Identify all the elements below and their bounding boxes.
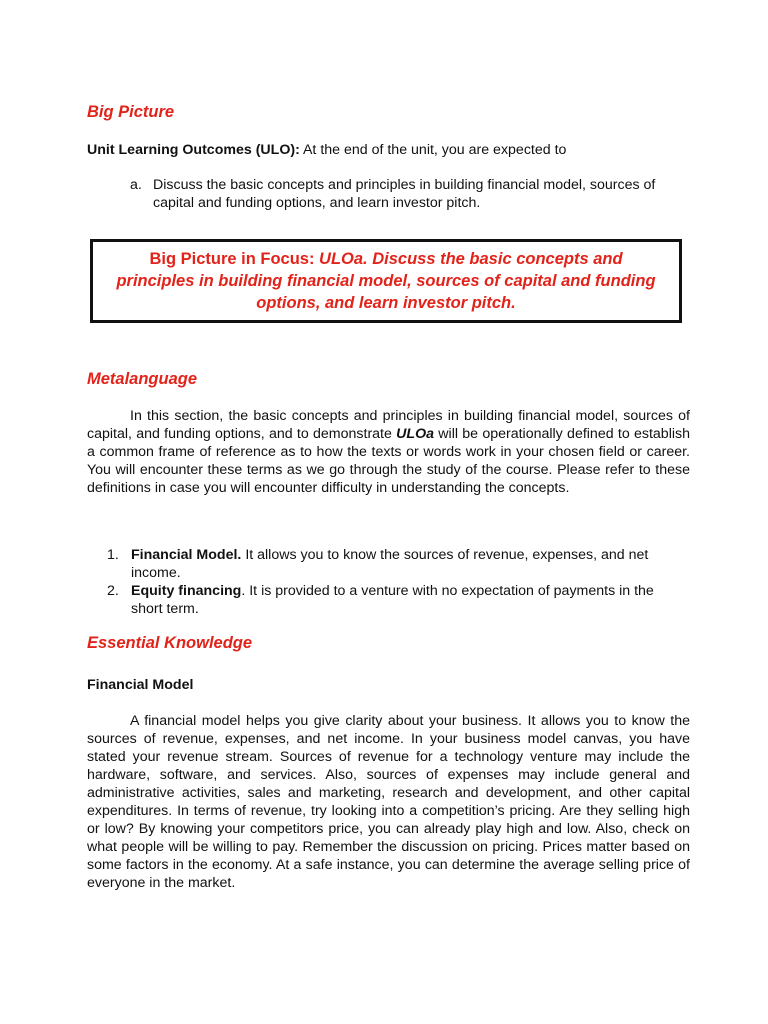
metalanguage-paragraph — [87, 407, 690, 497]
focus-ulo: ULOa. Discuss the basic concepts and principles in building financial model, sources of capital and funding options, and learn investor pitch. — [116, 250, 656, 312]
heading-big-picture: Big Picture — [87, 103, 175, 121]
big-picture-focus-box — [90, 239, 682, 323]
definition-item — [87, 582, 687, 618]
definition-number: 2. — [107, 583, 119, 599]
ulo-item-a — [130, 176, 690, 212]
ulo-item-marker: a. — [130, 177, 142, 193]
ulo-item-text: Discuss the basic concepts and principles in building financial model, sources of capital and funding options, and learn investor pitch. — [153, 177, 656, 211]
metalanguage-text-1: In this section, the basic concepts and principles in building financial model, sources of capital, and funding options, and to demonstrate — [87, 408, 690, 442]
heading-essential-knowledge: Essential Knowledge — [87, 634, 253, 652]
definition-item — [87, 546, 687, 582]
ulo-statement — [87, 141, 687, 159]
subheading-financial-model: Financial Model — [87, 677, 194, 693]
metalanguage-text-2: will be operationally defined to establish a common frame of reference as to how the texts or words work in your chosen field or career. You will encounter these terms as we go through the study of the course. Please refer to these definitions in case you will encounter difficulty in understanding the concepts. — [87, 426, 690, 496]
definitions-list — [87, 546, 687, 618]
definition-text: It allows you to know the sources of revenue, expenses, and net income. — [131, 547, 649, 581]
definition-text: . It is provided to a venture with no expectation of payments in the short term. — [131, 583, 654, 617]
focus-text — [116, 248, 656, 314]
heading-metalanguage: Metalanguage — [87, 370, 198, 388]
ulo-label: Unit Learning Outcomes (ULO): — [87, 142, 300, 158]
ulo-emphasis: ULOa — [396, 426, 435, 442]
ulo-intro: At the end of the unit, you are expected to — [299, 142, 567, 158]
definition-number: 1. — [107, 547, 119, 563]
focus-lead: Big Picture in Focus: — [149, 250, 320, 268]
definition-term: Financial Model. — [131, 547, 242, 563]
financial-model-paragraph: A financial model helps you give clarity about your business. It allows you to know the sources of revenue, expenses, and net income. In your business model canvas, you have stated your revenue stream. Sources of revenue for a technology venture may include the hardware, software, and services. Also, sources of expenses may include general and administrative activities, sales and marketing, research and development, and other capital expenditures. In terms of revenue, try looking into a competition’s pricing. Are they selling high or low? By knowing your competitors price, you can already play high and low. Also, check on what people will be willing to pay. Remember the discussion on pricing. Prices matter based on some factors in the economy. At a safe instance, you can determine the average selling price of everyone in the market. — [87, 713, 690, 891]
definition-term: Equity financing — [131, 583, 242, 599]
